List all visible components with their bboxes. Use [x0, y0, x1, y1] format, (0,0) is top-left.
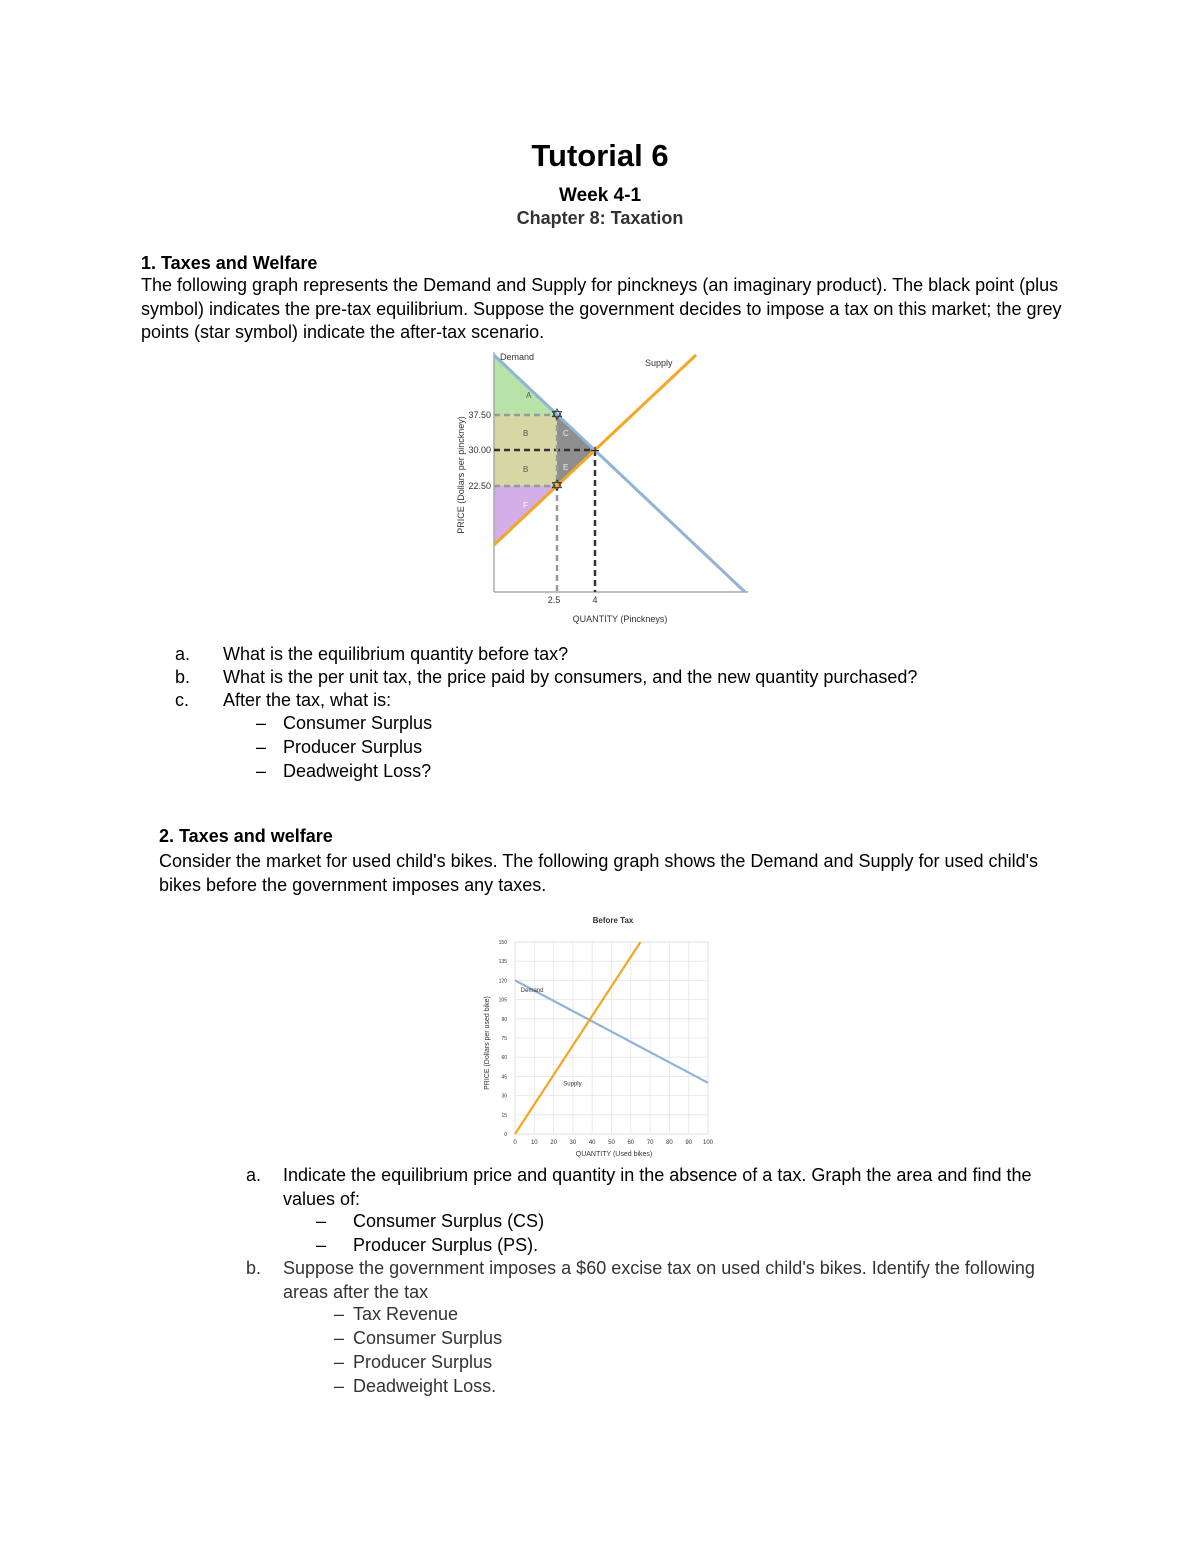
q1-item-a: a. What is the equilibrium quantity before tax?	[175, 644, 569, 664]
area-label-a: A	[526, 391, 532, 400]
q2-subitem-b: – Deadweight Loss.	[334, 1376, 497, 1396]
tick-price-37-50: 37.50	[468, 410, 491, 420]
area-label-e: E	[563, 463, 569, 472]
y-tick-label: 75	[501, 1036, 507, 1042]
pinckney-graph	[440, 350, 760, 630]
x-tick-label: 70	[646, 1140, 654, 1146]
q1-subitem: – Consumer Surplus	[256, 713, 433, 733]
q2-subitem-a: – Consumer Surplus (CS)	[316, 1211, 545, 1231]
x-tick-label: 60	[627, 1140, 635, 1146]
x-tick-label: 50	[608, 1140, 615, 1146]
y-tick-label: 45	[501, 1074, 507, 1081]
q2-item-b: b.	[246, 1258, 262, 1278]
supply-series-label: Supply	[563, 1081, 582, 1088]
tick-price-30-00: 30.00	[468, 445, 491, 455]
q1-item-c: c. After the tax, what is:	[175, 690, 392, 710]
x-tick-label: 20	[550, 1140, 557, 1146]
x-tick-label: 100	[702, 1140, 714, 1146]
x-tick-label: 10	[530, 1140, 538, 1146]
demand-series-label: Demand	[520, 987, 544, 994]
x-tick-label: 80	[666, 1140, 673, 1146]
q1-heading: 1. Taxes and Welfare	[141, 253, 318, 273]
area-label-b2: B	[523, 465, 529, 474]
plus-point: +	[590, 443, 600, 460]
page-title: Tutorial 6	[531, 138, 669, 173]
demand-label: Demand	[500, 352, 535, 362]
q2-heading: 2. Taxes and welfare	[159, 826, 333, 846]
chapter-subtitle: Chapter 8: Taxation	[516, 208, 684, 228]
area-label-f: F	[523, 501, 528, 510]
y-tick-label: 60	[501, 1055, 507, 1062]
y-tick-label: 30	[501, 1093, 507, 1100]
q2-item-b-text: Suppose the government imposes a $60 excise tax on used child's bikes. Identify the following areas after the tax	[283, 1258, 1035, 1302]
q2-subitem-b: – Producer Surplus	[334, 1352, 493, 1372]
x-tick-label: 90	[685, 1140, 693, 1146]
y-tick-label: 120	[498, 978, 507, 985]
x-tick-label: 0	[513, 1140, 517, 1146]
q1-subitem: – Deadweight Loss?	[256, 761, 432, 781]
before-tax-chart	[480, 910, 730, 1160]
graph1-ylabel: PRICE (Dollars per pinckney)	[456, 416, 466, 534]
y-tick-label: 135	[498, 959, 507, 966]
week-subtitle: Week 4-1	[558, 185, 642, 206]
q1-text: The following graph represents the Demand and Supply for pinckneys (an imaginary product). The black point (plus symbol) indicates the pre-tax equilibrium. Suppose the government decides to impose a tax on this market; the grey points (star symbol) indicate the after-tax scenario.	[141, 275, 1062, 342]
chart-xlabel: QUANTITY (Used bikes)	[575, 1151, 653, 1158]
q2-text: Consider the market for used child's bikes. The following graph shows the Demand and Supply for used child's bikes before the government imposes any taxes.	[159, 851, 1039, 895]
tick-price-22-50: 22.50	[468, 481, 491, 491]
q2-subitem-b: – Consumer Surplus	[334, 1328, 503, 1348]
star-point-top: ✡	[550, 407, 564, 424]
q2-item-a: a.	[246, 1165, 262, 1185]
supply-label: Supply	[645, 358, 673, 368]
q1-subitem: – Producer Surplus	[256, 737, 423, 757]
y-tick-label: 105	[498, 997, 507, 1004]
chart-ylabel: PRICE (Dollars per used bike)	[484, 996, 491, 1090]
x-tick-label: 40	[588, 1140, 596, 1146]
q2-subitem-b: – Tax Revenue	[334, 1304, 459, 1324]
x-tick-label: 30	[569, 1140, 577, 1146]
q2-item-a-text: Indicate the equilibrium price and quantity in the absence of a tax. Graph the area and find the values of:	[283, 1165, 1032, 1209]
graph1-xlabel: QUANTITY (Pinckneys)	[572, 614, 668, 624]
area-label-b1: B	[523, 429, 529, 438]
area-label-c: C	[563, 429, 569, 438]
tick-qty-4: 4	[592, 595, 598, 605]
chart-title: Before Tax	[592, 916, 634, 925]
y-tick-label: 15	[501, 1112, 507, 1119]
q2-subitem-a: – Producer Surplus (PS).	[316, 1235, 539, 1255]
q1-item-b: b. What is the per unit tax, the price paid by consumers, and the new quantity purchased?	[175, 667, 918, 687]
y-tick-label: 150	[498, 940, 507, 946]
y-tick-label: 0	[504, 1132, 507, 1138]
star-point-bottom: ✡	[550, 478, 564, 495]
y-tick-label: 90	[501, 1016, 507, 1023]
tick-qty-2-5: 2.5	[547, 595, 561, 605]
